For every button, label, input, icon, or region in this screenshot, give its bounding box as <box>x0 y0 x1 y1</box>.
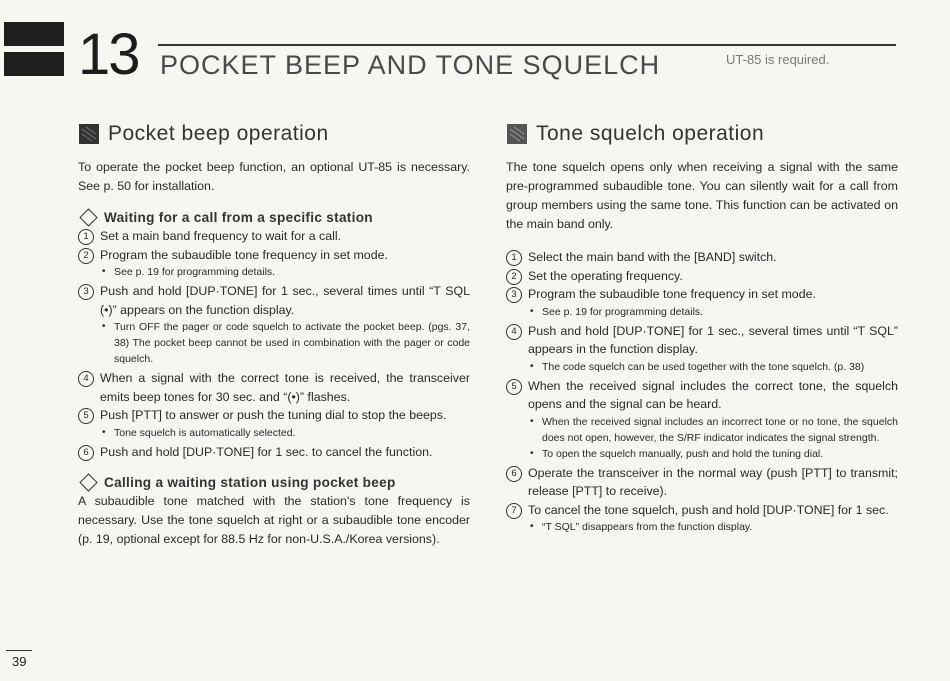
step-item <box>506 285 898 320</box>
step-text: Select the main band with the [BAND] switch. <box>528 250 777 264</box>
section-intro: To operate the pocket beep function, an optional UT-85 is necessary. See p. 50 for installation. <box>78 160 470 193</box>
diamond-icon <box>79 473 97 491</box>
step-number: 1 <box>78 229 94 245</box>
step-number: 5 <box>506 379 522 395</box>
note-list <box>100 264 470 280</box>
subsection-text: A subaudible tone matched with the station's tone frequency is necessary. Use the tone squelch at right or a subaudible tone encoder (p. 19, optional except for 88.5 Hz for non-U.S.A./Korea versions). <box>78 494 470 546</box>
note-item: • When the received signal includes an incorrect tone or no tone, the squelch does not open, however, the S/RF indicator indicates the signal strength. <box>528 414 898 446</box>
subsection-title: Waiting for a call from a specific station <box>104 210 373 225</box>
tab-bar-bottom <box>4 52 64 76</box>
step-text: Operate the transceiver in the normal way (push [PTT] to transmit; release [PTT] to receive). <box>528 465 898 498</box>
note-list <box>528 304 898 320</box>
tab-bar-top <box>4 22 64 46</box>
step-number: 6 <box>78 445 94 461</box>
chapter-title: POCKET BEEP AND TONE SQUELCH <box>160 50 661 80</box>
note-item: • The code squelch can be used together with the tone squelch. (p. 38) <box>528 359 898 375</box>
step-item <box>506 267 898 286</box>
step-list <box>78 227 470 461</box>
footer-rule <box>6 650 32 651</box>
section-heading-pocket-beep <box>78 122 470 146</box>
note-item: • Tone squelch is automatically selected. <box>100 425 470 441</box>
step-number: 3 <box>78 284 94 300</box>
step-number: 4 <box>78 371 94 387</box>
step-item <box>78 282 470 367</box>
step-text: Push and hold [DUP·TONE] for 1 sec. to cancel the function. <box>100 444 433 459</box>
section-square-icon <box>506 123 528 145</box>
step-number: 7 <box>506 503 522 519</box>
left-column <box>78 122 470 549</box>
note-list <box>528 359 898 375</box>
subsection-title: Calling a waiting station using pocket beep <box>104 475 396 490</box>
step-number: 2 <box>78 248 94 264</box>
step-text: Push [PTT] to answer or push the tuning dial to stop the beeps. <box>100 408 447 422</box>
required-note: UT-85 is required. <box>726 52 830 67</box>
note-item: • See p. 19 for programming details. <box>528 304 898 320</box>
diamond-icon <box>79 208 97 226</box>
step-number: 2 <box>506 269 522 285</box>
step-list <box>506 248 898 535</box>
step-item <box>506 377 898 462</box>
note-list <box>528 519 898 535</box>
subsection-heading-calling <box>78 475 470 490</box>
section-square-icon <box>78 123 100 145</box>
step-item <box>506 464 898 501</box>
step-item <box>78 246 470 281</box>
note-list <box>528 414 898 462</box>
step-number: 3 <box>506 287 522 303</box>
right-column <box>506 122 898 537</box>
note-item: • “T SQL” disappears from the function display. <box>528 519 898 535</box>
step-number: 6 <box>506 466 522 482</box>
section-title: Tone squelch operation <box>536 122 765 145</box>
step-text: When a signal with the correct tone is received, the transceiver emits beep tones for 30 sec. and “(•)” flashes. <box>100 371 470 404</box>
step-item <box>78 369 470 406</box>
step-number: 4 <box>506 324 522 340</box>
chapter-number: 13 <box>78 22 139 87</box>
step-text: Program the subaudible tone frequency in set mode. <box>100 247 388 262</box>
subsection-heading-waiting <box>78 210 470 225</box>
step-text: When the received signal includes the correct tone, the squelch opens and the signal can be heard. <box>528 378 898 411</box>
section-intro: The tone squelch opens only when receiving a signal with the same pre-programmed subaudible tone. You can silently wait for a call from group members using the same tone. This function can be activated on the main band only. <box>506 160 898 231</box>
step-item <box>78 227 470 246</box>
step-number: 1 <box>506 250 522 266</box>
step-number: 5 <box>78 408 94 424</box>
step-text: Set the operating frequency. <box>528 268 683 283</box>
step-item <box>506 248 898 267</box>
step-text: Set a main band frequency to wait for a call. <box>100 229 342 243</box>
section-title: Pocket beep operation <box>108 122 329 145</box>
step-item <box>506 501 898 536</box>
header-rule <box>158 44 896 46</box>
step-text: Push and hold [DUP·TONE] for 1 sec., several times until “T SQL (•)” appears on the function display. <box>100 284 470 317</box>
note-item: • See p. 19 for programming details. <box>100 264 470 280</box>
step-text: Program the subaudible tone frequency in set mode. <box>528 287 816 301</box>
step-text: To cancel the tone squelch, push and hold [DUP·TONE] for 1 sec. <box>528 502 889 517</box>
note-item: • To open the squelch manually, push and hold the tuning dial. <box>528 446 898 462</box>
step-item <box>78 443 470 462</box>
step-item <box>506 322 898 375</box>
page-number: 39 <box>12 654 27 669</box>
step-text: Push and hold [DUP·TONE] for 1 sec., several times until “T SQL” appears in the function display. <box>528 323 898 356</box>
step-item <box>78 406 470 441</box>
section-heading-tone-squelch <box>506 122 898 146</box>
note-list <box>100 319 470 367</box>
note-item: • Turn OFF the pager or code squelch to activate the pocket beep. (pgs. 37, 38) The pocket beep cannot be used in combination with the pager or code squelch. <box>100 319 470 367</box>
chapter-tab-mark <box>0 22 66 78</box>
note-list <box>100 425 470 441</box>
